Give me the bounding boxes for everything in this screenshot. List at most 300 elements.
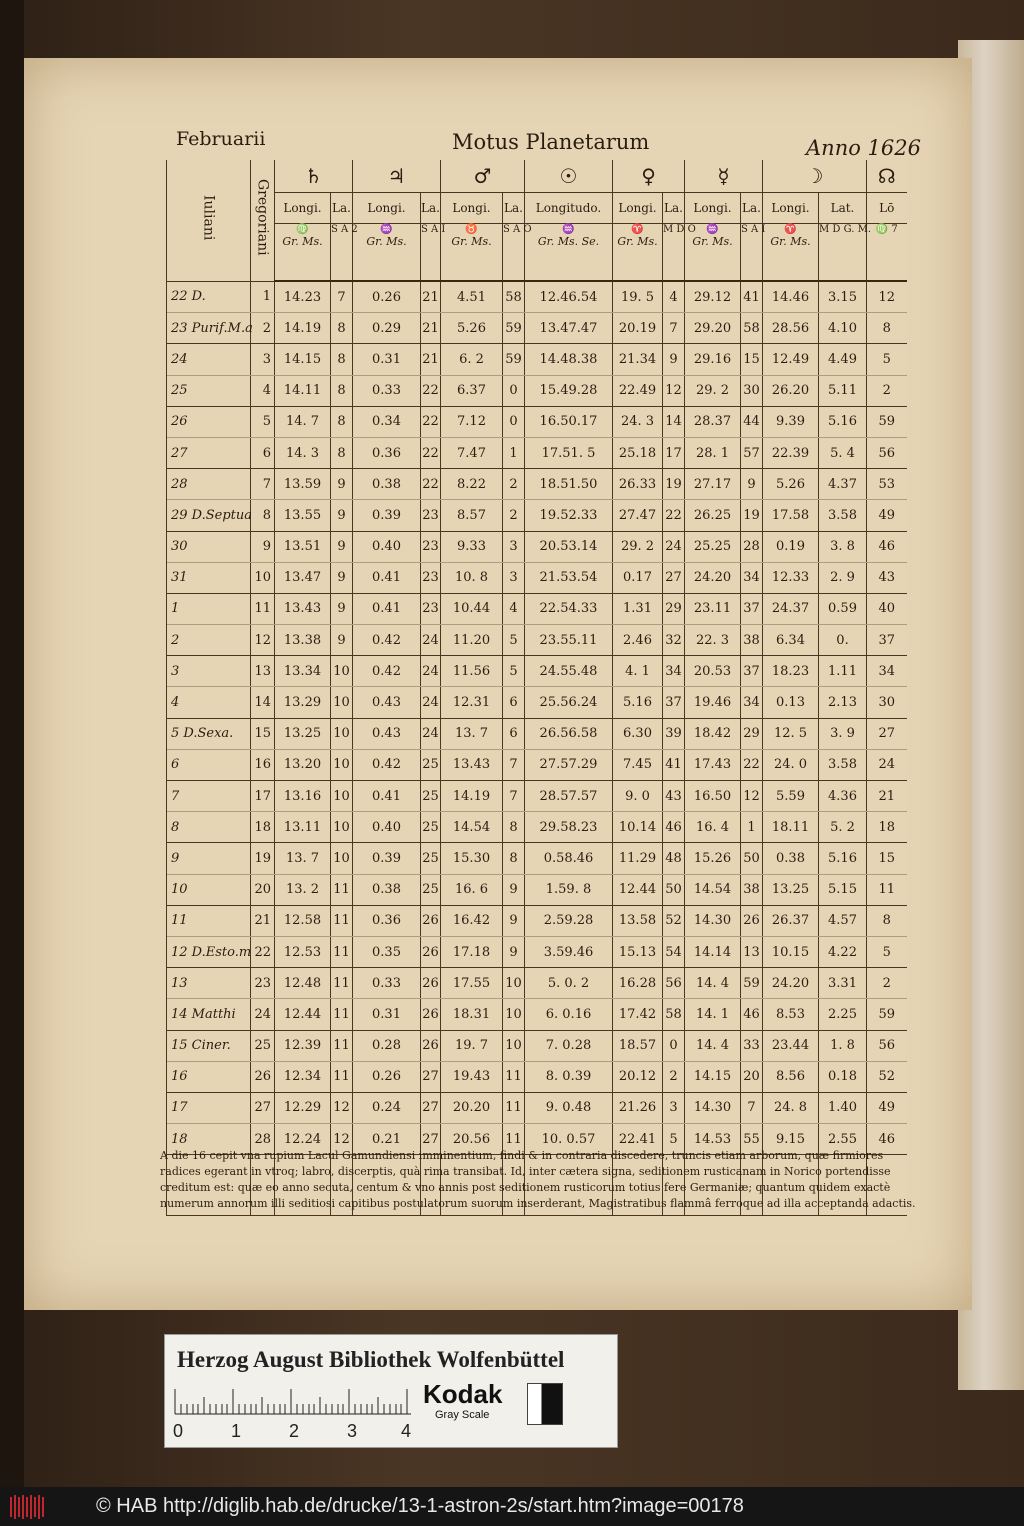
jupiter-longi: Longi. <box>353 193 421 224</box>
luna-latitude: 4.22 <box>819 936 867 967</box>
mercury-longitude: 20.53 <box>685 656 741 687</box>
venus-latitude: 3 <box>663 1092 685 1123</box>
gregorian-day: 11 <box>251 593 275 624</box>
mercury-latitude: 9 <box>741 469 763 500</box>
saturn-latitude: 10 <box>331 718 353 749</box>
venus-latitude: 19 <box>663 469 685 500</box>
saturn-longitude: 13. 2 <box>275 874 331 905</box>
julian-day: 22 D. <box>167 281 251 313</box>
gregorian-day: 17 <box>251 781 275 812</box>
luna-longitude: 24. 8 <box>763 1092 819 1123</box>
jupiter-longitude: 0.28 <box>353 1030 421 1061</box>
binding-board <box>0 0 24 1526</box>
julian-day: 12 D.Esto.m <box>167 936 251 967</box>
node-longitude: 49 <box>867 1092 907 1123</box>
saturn-latitude: 8 <box>331 437 353 468</box>
mercury-longitude: 26.25 <box>685 500 741 531</box>
saturn-latitude: 11 <box>331 936 353 967</box>
mercury-latitude: 15 <box>741 344 763 375</box>
mars-longitude: 16. 6 <box>441 874 503 905</box>
library-color-card <box>164 1334 618 1448</box>
jupiter-latitude: 26 <box>421 999 441 1030</box>
jupiter-latitude: 24 <box>421 625 441 656</box>
jupiter-lat: La. <box>421 193 441 224</box>
mercury-longitude: 19.46 <box>685 687 741 718</box>
mars-latitude: 4 <box>503 593 525 624</box>
mercury-longi: Longi. <box>685 193 741 224</box>
node-longitude: 34 <box>867 656 907 687</box>
table-row <box>167 375 907 406</box>
venus-longitude: 21.34 <box>613 344 663 375</box>
jupiter-latitude: 26 <box>421 905 441 936</box>
mars-longi: Longi. <box>441 193 503 224</box>
venus-longitude: 16.28 <box>613 968 663 999</box>
mercury-longitude: 29.20 <box>685 313 741 344</box>
jupiter-longitude: 0.41 <box>353 593 421 624</box>
luna-longitude: 9.39 <box>763 406 819 437</box>
gregorian-day: 9 <box>251 531 275 562</box>
sol-longitude: 12.46.54 <box>525 281 613 313</box>
header-title: Motus Planetarum <box>452 130 650 154</box>
julian-day: 29 D.Septua <box>167 500 251 531</box>
venus-latsub: M D O <box>663 224 685 282</box>
sol-longitude: 16.50.17 <box>525 406 613 437</box>
luna-longitude: 24. 0 <box>763 749 819 780</box>
saturn-longi: Longi. <box>275 193 331 224</box>
luna-latitude: 2.13 <box>819 687 867 718</box>
saturn-longitude: 13.47 <box>275 562 331 593</box>
node-longitude: 30 <box>867 687 907 718</box>
venus-longitude: 22.49 <box>613 375 663 406</box>
mercury-longitude: 28. 1 <box>685 437 741 468</box>
saturn-longitude: 13.51 <box>275 531 331 562</box>
saturn-longitude: 13.29 <box>275 687 331 718</box>
table-row <box>167 812 907 843</box>
venus-latitude: 4 <box>663 281 685 313</box>
saturn-longitude: 14.19 <box>275 313 331 344</box>
luna-longitude: 5.59 <box>763 781 819 812</box>
hab-barcode-icon <box>8 1493 48 1521</box>
sol-longitude: 9. 0.48 <box>525 1092 613 1123</box>
table-row <box>167 437 907 468</box>
luna-glyph: ☽ <box>763 160 867 193</box>
jupiter-latitude: 23 <box>421 500 441 531</box>
venus-latitude: 50 <box>663 874 685 905</box>
sol-sign: ♒ Gr. Ms. Se. <box>525 224 613 282</box>
luna-latitude: 5.16 <box>819 406 867 437</box>
jupiter-longitude: 0.34 <box>353 406 421 437</box>
ephemeris-table <box>166 160 907 1216</box>
mars-longitude: 10. 8 <box>441 562 503 593</box>
luna-longitude: 0.19 <box>763 531 819 562</box>
table-row <box>167 656 907 687</box>
mars-latitude: 8 <box>503 812 525 843</box>
node-longitude: 46 <box>867 531 907 562</box>
mars-latitude: 10 <box>503 1030 525 1061</box>
saturn-latitude: 10 <box>331 781 353 812</box>
venus-latitude: 29 <box>663 593 685 624</box>
julian-day: 9 <box>167 843 251 874</box>
luna-latitude: 1. 8 <box>819 1030 867 1061</box>
sol-longitude: 7. 0.28 <box>525 1030 613 1061</box>
saturn-longitude: 12.53 <box>275 936 331 967</box>
jupiter-longitude: 0.43 <box>353 687 421 718</box>
mercury-longitude: 14.54 <box>685 874 741 905</box>
mars-latitude: 2 <box>503 500 525 531</box>
sol-longitude: 17.51. 5 <box>525 437 613 468</box>
luna-latitude: 5.15 <box>819 874 867 905</box>
mercury-sign: ♒ Gr. Ms. <box>685 224 741 282</box>
mercury-latitude: 30 <box>741 375 763 406</box>
gregorian-day: 3 <box>251 344 275 375</box>
jupiter-latitude: 26 <box>421 1030 441 1061</box>
venus-latitude: 32 <box>663 625 685 656</box>
jupiter-latitude: 23 <box>421 593 441 624</box>
saturn-latsub: S A 2 <box>331 224 353 282</box>
luna-longitude: 13.25 <box>763 874 819 905</box>
mars-latitude: 11 <box>503 1092 525 1123</box>
mercury-latitude: 50 <box>741 843 763 874</box>
mars-lat: La. <box>503 193 525 224</box>
julian-day: 3 <box>167 656 251 687</box>
mars-longitude: 17.18 <box>441 936 503 967</box>
table-row <box>167 843 907 874</box>
node-longitude: 11 <box>867 874 907 905</box>
saturn-longitude: 13.38 <box>275 625 331 656</box>
table-row <box>167 781 907 812</box>
saturn-latitude: 8 <box>331 344 353 375</box>
saturn-sign: ♍ Gr. Ms. <box>275 224 331 282</box>
table-row <box>167 593 907 624</box>
table-row <box>167 936 907 967</box>
jupiter-longitude: 0.29 <box>353 313 421 344</box>
venus-latitude: 58 <box>663 999 685 1030</box>
mars-longitude: 15.30 <box>441 843 503 874</box>
node-longitude: 12 <box>867 281 907 313</box>
julian-day: 10 <box>167 874 251 905</box>
mars-latitude: 7 <box>503 749 525 780</box>
luna-latitude: 1.40 <box>819 1092 867 1123</box>
gregorian-day: 13 <box>251 656 275 687</box>
luna-longi: Longi. <box>763 193 819 224</box>
saturn-latitude: 9 <box>331 469 353 500</box>
julian-day: 11 <box>167 905 251 936</box>
luna-longitude: 9.15 <box>763 1124 819 1155</box>
table-row <box>167 469 907 500</box>
venus-latitude: 43 <box>663 781 685 812</box>
venus-longitude: 9. 0 <box>613 781 663 812</box>
mars-longitude: 11.20 <box>441 625 503 656</box>
julian-day: 4 <box>167 687 251 718</box>
saturn-latitude: 11 <box>331 1061 353 1092</box>
jupiter-longitude: 0.41 <box>353 562 421 593</box>
luna-latitude: 5. 4 <box>819 437 867 468</box>
mercury-latitude: 41 <box>741 281 763 313</box>
saturn-latitude: 7 <box>331 281 353 313</box>
venus-latitude: 41 <box>663 749 685 780</box>
mercury-lat: La. <box>741 193 763 224</box>
node-longitude: 43 <box>867 562 907 593</box>
gregorian-day: 24 <box>251 999 275 1030</box>
julian-day: 6 <box>167 749 251 780</box>
luna-latitude: 4.37 <box>819 469 867 500</box>
node-longitude: 15 <box>867 843 907 874</box>
sol-longitude: 18.51.50 <box>525 469 613 500</box>
jupiter-longitude: 0.39 <box>353 843 421 874</box>
node-longitude: 46 <box>867 1124 907 1155</box>
node-longitude: 5 <box>867 344 907 375</box>
luna-longitude: 18.11 <box>763 812 819 843</box>
node-longitude: 59 <box>867 406 907 437</box>
venus-latitude: 37 <box>663 687 685 718</box>
saturn-longitude: 12.24 <box>275 1124 331 1155</box>
jupiter-longitude: 0.33 <box>353 375 421 406</box>
saturn-latitude: 8 <box>331 375 353 406</box>
jupiter-longitude: 0.42 <box>353 656 421 687</box>
node-longitude: 52 <box>867 1061 907 1092</box>
mars-latitude: 8 <box>503 843 525 874</box>
table-row <box>167 874 907 905</box>
mars-latitude: 5 <box>503 625 525 656</box>
sol-longitude: 19.52.33 <box>525 500 613 531</box>
venus-longitude: 2.46 <box>613 625 663 656</box>
luna-latitude: 3. 9 <box>819 718 867 749</box>
venus-longitude: 13.58 <box>613 905 663 936</box>
venus-latitude: 14 <box>663 406 685 437</box>
mercury-latitude: 13 <box>741 936 763 967</box>
saturn-latitude: 10 <box>331 656 353 687</box>
jupiter-longitude: 0.38 <box>353 874 421 905</box>
mars-latitude: 11 <box>503 1124 525 1155</box>
luna-latitude: 5.16 <box>819 843 867 874</box>
mercury-longitude: 28.37 <box>685 406 741 437</box>
mercury-longitude: 14. 4 <box>685 1030 741 1061</box>
julian-day: 1 <box>167 593 251 624</box>
jupiter-latitude: 25 <box>421 874 441 905</box>
mercury-latitude: 29 <box>741 718 763 749</box>
mercury-latitude: 7 <box>741 1092 763 1123</box>
luna-longitude: 12. 5 <box>763 718 819 749</box>
table-row <box>167 749 907 780</box>
saturn-latitude: 9 <box>331 593 353 624</box>
mars-latitude: 6 <box>503 687 525 718</box>
venus-longitude: 17.42 <box>613 999 663 1030</box>
luna-longitude: 22.39 <box>763 437 819 468</box>
jupiter-latitude: 21 <box>421 313 441 344</box>
mars-latitude: 9 <box>503 874 525 905</box>
saturn-longitude: 13. 7 <box>275 843 331 874</box>
venus-longitude: 26.33 <box>613 469 663 500</box>
jupiter-longitude: 0.38 <box>353 469 421 500</box>
jupiter-latitude: 26 <box>421 968 441 999</box>
mars-longitude: 7.47 <box>441 437 503 468</box>
gregorian-day: 8 <box>251 500 275 531</box>
sol-longitude: 29.58.23 <box>525 812 613 843</box>
gregorian-day: 28 <box>251 1124 275 1155</box>
table-row <box>167 562 907 593</box>
jupiter-longitude: 0.36 <box>353 905 421 936</box>
jupiter-latitude: 26 <box>421 936 441 967</box>
julian-day: 5 D.Sexa. <box>167 718 251 749</box>
venus-latitude: 56 <box>663 968 685 999</box>
library-name: Herzog August Bibliothek Wolfenbüttel <box>177 1347 565 1372</box>
luna-latitude: 0. <box>819 625 867 656</box>
mars-latitude: 2 <box>503 469 525 500</box>
mars-longitude: 8.57 <box>441 500 503 531</box>
gregorian-day: 6 <box>251 437 275 468</box>
mercury-latitude: 55 <box>741 1124 763 1155</box>
kodak-gray-scale-label: Gray Scale <box>435 1409 490 1421</box>
table-row <box>167 500 907 531</box>
saturn-latitude: 11 <box>331 874 353 905</box>
luna-latitude: 4.10 <box>819 313 867 344</box>
mercury-latitude: 46 <box>741 999 763 1030</box>
luna-latitude: 3.58 <box>819 749 867 780</box>
saturn-longitude: 14. 3 <box>275 437 331 468</box>
luna-longitude: 26.37 <box>763 905 819 936</box>
table-row <box>167 999 907 1030</box>
mercury-latitude: 58 <box>741 313 763 344</box>
ephemeris-body <box>167 281 907 1216</box>
kodak-logo: Kodak <box>423 1379 503 1409</box>
luna-lat: Lat. <box>819 193 867 224</box>
mercury-latitude: 34 <box>741 687 763 718</box>
venus-longitude: 20.19 <box>613 313 663 344</box>
jupiter-latitude: 25 <box>421 781 441 812</box>
mars-longitude: 20.56 <box>441 1124 503 1155</box>
venus-latitude: 39 <box>663 718 685 749</box>
mars-longitude: 14.54 <box>441 812 503 843</box>
venus-latitude: 7 <box>663 313 685 344</box>
jupiter-longitude: 0.24 <box>353 1092 421 1123</box>
mars-latitude: 11 <box>503 1061 525 1092</box>
saturn-latitude: 10 <box>331 812 353 843</box>
sol-longitude: 24.55.48 <box>525 656 613 687</box>
saturn-longitude: 13.20 <box>275 749 331 780</box>
gregorian-day: 2 <box>251 313 275 344</box>
sol-longitude: 10. 0.57 <box>525 1124 613 1155</box>
venus-glyph: ♀ <box>613 160 685 193</box>
mercury-glyph: ☿ <box>685 160 763 193</box>
jupiter-latitude: 22 <box>421 375 441 406</box>
jupiter-latitude: 22 <box>421 469 441 500</box>
mercury-latitude: 20 <box>741 1061 763 1092</box>
node-longitude: 2 <box>867 968 907 999</box>
venus-latitude: 52 <box>663 905 685 936</box>
luna-latitude: 2.25 <box>819 999 867 1030</box>
luna-latitude: 2. 9 <box>819 562 867 593</box>
venus-longi: Longi. <box>613 193 663 224</box>
venus-latitude: 46 <box>663 812 685 843</box>
jupiter-longitude: 0.26 <box>353 1061 421 1092</box>
luna-longitude: 24.20 <box>763 968 819 999</box>
mars-longitude: 19. 7 <box>441 1030 503 1061</box>
jupiter-latitude: 23 <box>421 531 441 562</box>
venus-longitude: 24. 3 <box>613 406 663 437</box>
jupiter-latitude: 27 <box>421 1124 441 1155</box>
mercury-latitude: 57 <box>741 437 763 468</box>
mars-longitude: 20.20 <box>441 1092 503 1123</box>
mars-latsub: S A O <box>503 224 525 282</box>
saturn-latitude: 12 <box>331 1092 353 1123</box>
mercury-latitude: 19 <box>741 500 763 531</box>
gregorian-day: 4 <box>251 375 275 406</box>
mercury-latitude: 59 <box>741 968 763 999</box>
sol-longitude: 8. 0.39 <box>525 1061 613 1092</box>
jupiter-longitude: 0.40 <box>353 531 421 562</box>
julian-day: 25 <box>167 375 251 406</box>
mars-longitude: 6. 2 <box>441 344 503 375</box>
mercury-longitude: 24.20 <box>685 562 741 593</box>
julian-day: 16 <box>167 1061 251 1092</box>
gregorian-day: 1 <box>251 281 275 313</box>
mars-sign: ♉ Gr. Ms. <box>441 224 503 282</box>
mars-longitude: 17.55 <box>441 968 503 999</box>
saturn-longitude: 13.43 <box>275 593 331 624</box>
julian-day: 17 <box>167 1092 251 1123</box>
header-year: Anno 1626 <box>806 136 921 160</box>
luna-longitude: 23.44 <box>763 1030 819 1061</box>
footnote: A die 16 cepit vna rupium Lacul Gamundiensi imminentium, findi & in contraria discedere, truncis etiam arborum, quæ firmiores radices egerant in vtroq; labro, discerptis, quà rima transibat. Id, inter cætera signa, seditionem rusticanam in Norico portendisse creditum est: quæ eo anno secuta, centum & vno annis post seditionem rusticorum totius fere Germaniæ; quantum quidem exactè numerum annorum illi seditiosi capitibus postulatorum suorum inserderant, Magistratibus flammâ ferroque ad illa acceptanda adactis. <box>160 1149 916 1210</box>
julian-day: 18 <box>167 1124 251 1155</box>
venus-longitude: 29. 2 <box>613 531 663 562</box>
mars-latitude: 7 <box>503 781 525 812</box>
luna-latsub: M D G. M. <box>819 224 867 282</box>
luna-latitude: 3.15 <box>819 281 867 313</box>
saturn-longitude: 12.29 <box>275 1092 331 1123</box>
node-longitude: 21 <box>867 781 907 812</box>
mars-latitude: 5 <box>503 656 525 687</box>
mercury-latitude: 26 <box>741 905 763 936</box>
jupiter-latitude: 22 <box>421 406 441 437</box>
mars-longitude: 4.51 <box>441 281 503 313</box>
venus-longitude: 5.16 <box>613 687 663 718</box>
luna-latitude: 3.58 <box>819 500 867 531</box>
sol-longitude: 6. 0.16 <box>525 999 613 1030</box>
scale-number-2: 2 <box>289 1421 300 1441</box>
mercury-longitude: 18.42 <box>685 718 741 749</box>
saturn-longitude: 13.55 <box>275 500 331 531</box>
luna-latitude: 5.11 <box>819 375 867 406</box>
jupiter-latitude: 24 <box>421 718 441 749</box>
mercury-longitude: 29.16 <box>685 344 741 375</box>
mercury-latitude: 38 <box>741 874 763 905</box>
saturn-longitude: 12.34 <box>275 1061 331 1092</box>
sol-longitude: 28.57.57 <box>525 781 613 812</box>
mars-longitude: 5.26 <box>441 313 503 344</box>
saturn-latitude: 11 <box>331 1030 353 1061</box>
mercury-latitude: 22 <box>741 749 763 780</box>
mercury-longitude: 25.25 <box>685 531 741 562</box>
table-row <box>167 1061 907 1092</box>
saturn-latitude: 8 <box>331 313 353 344</box>
luna-latitude: 1.11 <box>819 656 867 687</box>
table-row <box>167 531 907 562</box>
node-longitude: 59 <box>867 999 907 1030</box>
node-longi: Lō <box>867 193 907 224</box>
jupiter-longitude: 0.42 <box>353 749 421 780</box>
sol-longitude: 2.59.28 <box>525 905 613 936</box>
venus-longitude: 18.57 <box>613 1030 663 1061</box>
mercury-longitude: 16.50 <box>685 781 741 812</box>
saturn-latitude: 10 <box>331 843 353 874</box>
mars-longitude: 9.33 <box>441 531 503 562</box>
mars-longitude: 16.42 <box>441 905 503 936</box>
jupiter-latitude: 25 <box>421 812 441 843</box>
jupiter-latitude: 27 <box>421 1061 441 1092</box>
node-longitude: 37 <box>867 625 907 656</box>
gregorian-day: 5 <box>251 406 275 437</box>
